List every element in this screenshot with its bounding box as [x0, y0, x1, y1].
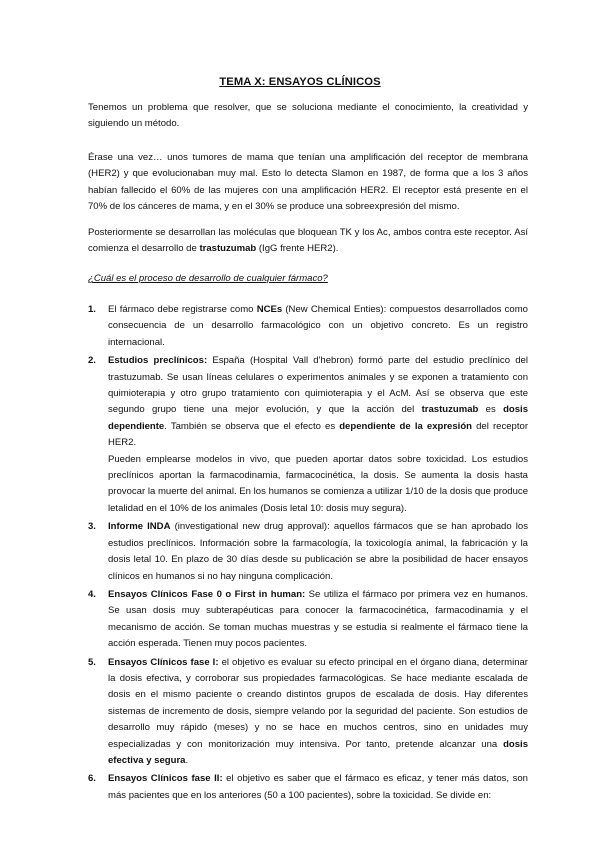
intro-paragraph: Tenemos un problema que resolver, que se soluciona mediante el conocimiento, la creatividad y siguiendo un método. — [88, 102, 528, 130]
list-item-preclinical — [88, 353, 528, 517]
item-extra-paragraph: Pueden emplearse modelos in vivo, que pueden aportar datos sobre toxicidad. Los estudios preclínicos aportan la farmacodinamia, farmacocinética, la dosis. Se aumenta la dosis hasta provocar la muerte del animal. En los humanos se comienza a utilizar 1/10 de la dosis que produce letalidad en el 10% de los animales (Dosis letal 10: dosis muy segura). — [108, 453, 528, 514]
trastuzumab-term: trastuzumab — [199, 243, 257, 255]
item-number: 3. — [88, 521, 96, 533]
list-item-inda — [88, 519, 528, 585]
item-bold: trastuzumab — [421, 404, 479, 416]
list-item-phase-0 — [88, 587, 528, 653]
list-item-phase-1 — [88, 655, 528, 770]
item-bold: dosis efectiva y segura — [108, 738, 528, 766]
item-number: 1. — [88, 304, 96, 315]
item-text: (New Chemical Enties): compuestos desarrollados como consecuencia de un desarrollo farmacológico con un objetivo concreto. Es un registro internacional. — [108, 304, 528, 348]
item-text: El fármaco debe registrarse como — [108, 304, 257, 315]
item-bold: dosis dependiente — [108, 404, 529, 432]
item-bold: Ensayos Clínicos Fase 0 o First in human: — [108, 588, 306, 600]
development-paragraph — [88, 225, 528, 258]
item-number: 6. — [88, 773, 96, 785]
process-list — [88, 302, 528, 806]
list-item-phase-2 — [88, 771, 528, 804]
development-text-2: (IgG frente HER2). — [256, 243, 339, 255]
item-bold: dependiente de la expresión — [339, 420, 472, 432]
item-text: España (Hospital Vall d'hebron) formó parte del estudio preclínico del trastuzumab. Se usan líneas celulares o experimentos animales y se exponen a tratamiento con quimioterapia y otro grupo tratamiento con quimioterapia y el AcM. Así se observa que este segundo grupo tiene una mejor evolución, y que la acción del — [108, 355, 528, 416]
item-bold: Ensayos Clínicos fase I: — [108, 656, 219, 668]
item-bold: Informe INDA — [108, 521, 171, 533]
item-text: del receptor HER2. — [108, 420, 528, 449]
process-question: ¿Cuál es el proceso de desarrollo de cualquier fármaco? — [88, 273, 328, 284]
development-text-1: Posteriormente se desarrollan las moléculas que bloquean TK y los Ac, ambos contra este receptor. Así comienza el desarrollo de — [88, 227, 528, 255]
item-bold: Ensayos Clínicos fase II: — [108, 773, 223, 785]
item-bold: NCEs — [256, 304, 283, 315]
item-text: el objetivo es saber que el fármaco es eficaz, y tener más datos, son más pacientes que en los anteriores (50 a 100 pacientes), sobre la toxicidad. Se divide en: — [108, 773, 528, 801]
document-title: TEMA X: ENSAYOS CLÍNICOS — [219, 76, 381, 88]
item-text: . — [185, 754, 189, 766]
item-bold: Estudios preclínicos: — [108, 355, 208, 367]
list-item-ncEs — [88, 302, 528, 351]
item-text: Se utiliza el fármaco por primera vez en humanos. Se usan dosis muy subterapéuticas para conocer la farmacocinética, farmacodinamia y el mecanismo de acción. Se toman muchas muestras y se estudia si realmente el fármaco tiene la acción esperada. Tienen muy pocos pacientes. — [108, 588, 528, 650]
story-paragraph: Érase una vez… unos tumores de mama que tenían una amplificación del receptor de membrana (HER2) y que evolucionaban muy mal. Esto lo detecta Slamon en 1987, de forma que a los 3 años habían fallecido el 60% de las mujeres con una amplificación HER2. El receptor está presente en el 70% de los cánceres de mama, y en el 30% se produce una sobreexpresión del mismo. — [88, 152, 528, 213]
item-text: . También se observa que el efecto es — [164, 420, 340, 432]
item-number: 5. — [88, 656, 96, 668]
item-text: el objetivo es evaluar su efecto principal en el órgano diana, determinar la dosis efectiva, y corroborar sus propiedades farmacológicas. Se hace mediante escalada de dosis en el mismo paciente o creando distintos grupos de escalada de dosis. Hay diferentes sistemas de incremento de dosis, siempre velando por la seguridad del paciente. Son estudios de desarrollo muy rápido (meses) y no se hace en muchos centros, sino en unidades muy especializadas y con monitorización muy intensiva. Por tanto, pretende alcanzar una — [108, 656, 528, 750]
item-text: (investigational new drug approval): aquellos fármacos que se han aprobado los estudios preclínicos. Información sobre la farmacología, la toxicología animal, la fabricación y la dosis letal 10. En plazo de 30 días desde su publicación se abre la posibilidad de hacer ensayos clínicos en humanos si no hay ninguna complicación. — [108, 521, 529, 582]
item-number: 4. — [88, 588, 96, 600]
item-text: es — [478, 404, 504, 416]
item-number: 2. — [88, 355, 96, 367]
